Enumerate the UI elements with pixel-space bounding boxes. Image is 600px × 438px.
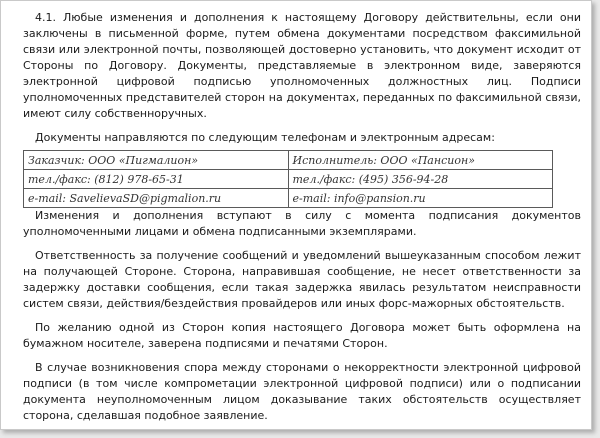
paragraph-paper-copy: По желанию одной из Сторон копия настоящего Договора может быть оформлена на бумажном носителе, заверена подписями и печатями Сторон. [23, 321, 581, 350]
customer-email-cell: e-mail: SavelievaSD@pigmalion.ru [24, 189, 289, 208]
contacts-table [23, 150, 553, 208]
table-row [24, 170, 553, 189]
paragraph-4-1: 4.1. Любые изменения и дополнения к настоящему Договору действительны, если они заключены в письменной форме, путем обмена документами посредством факсимильной связи или электронной почты, позволяющей достоверно установить, что документ исходит от Стороны по Договору. Документы, представляемые в электронном виде, заверяются электронной цифровой подписью уполномоченных должностных лиц. Подписи уполномоченных представителей сторон на документах, переданных по факсимильной связи, имеют силу собственноручных. [23, 11, 581, 120]
table-row [24, 151, 553, 170]
paragraph-contacts-intro: Документы направляются по следующим телефонам и электронным адресам: [35, 131, 495, 144]
contractor-email-cell: e-mail: info@pansion.ru [288, 189, 553, 208]
customer-name-cell: Заказчик: ООО «Пигмалион» [24, 151, 289, 170]
paragraph-responsibility: Ответственность за получение сообщений и уведомлений вышеуказанным способом лежит на получающей Стороне. Сторона, направившая сообщение, не несет ответственности за задержку доставки сообщения, если такая задержка явилась результатом неисправности систем связи, действия/бездействия провайдеров или иных форс-мажорных обстоятельств. [23, 249, 581, 310]
contractor-name-cell: Исполнитель: ООО «Пансион» [288, 151, 553, 170]
table-row [24, 189, 553, 208]
contractor-phone-cell: тел./факс: (495) 356-94-28 [288, 170, 553, 189]
paragraph-dispute: В случае возникновения спора между сторонами о некорректности электронной цифровой подписи (в том числе компрометации электронной цифровой подписи) или о подписании документа неуполномоченным лицом доказывание таких обстоятельств осуществляет сторона, сделавшая подобное заявление. [23, 361, 581, 422]
customer-phone-cell: тел./факс: (812) 978-65-31 [24, 170, 289, 189]
paragraph-amendments-effect: Изменения и дополнения вступают в силу с момента подписания документов уполномоченными лицами и обмена подписанными экземплярами. [23, 209, 581, 238]
